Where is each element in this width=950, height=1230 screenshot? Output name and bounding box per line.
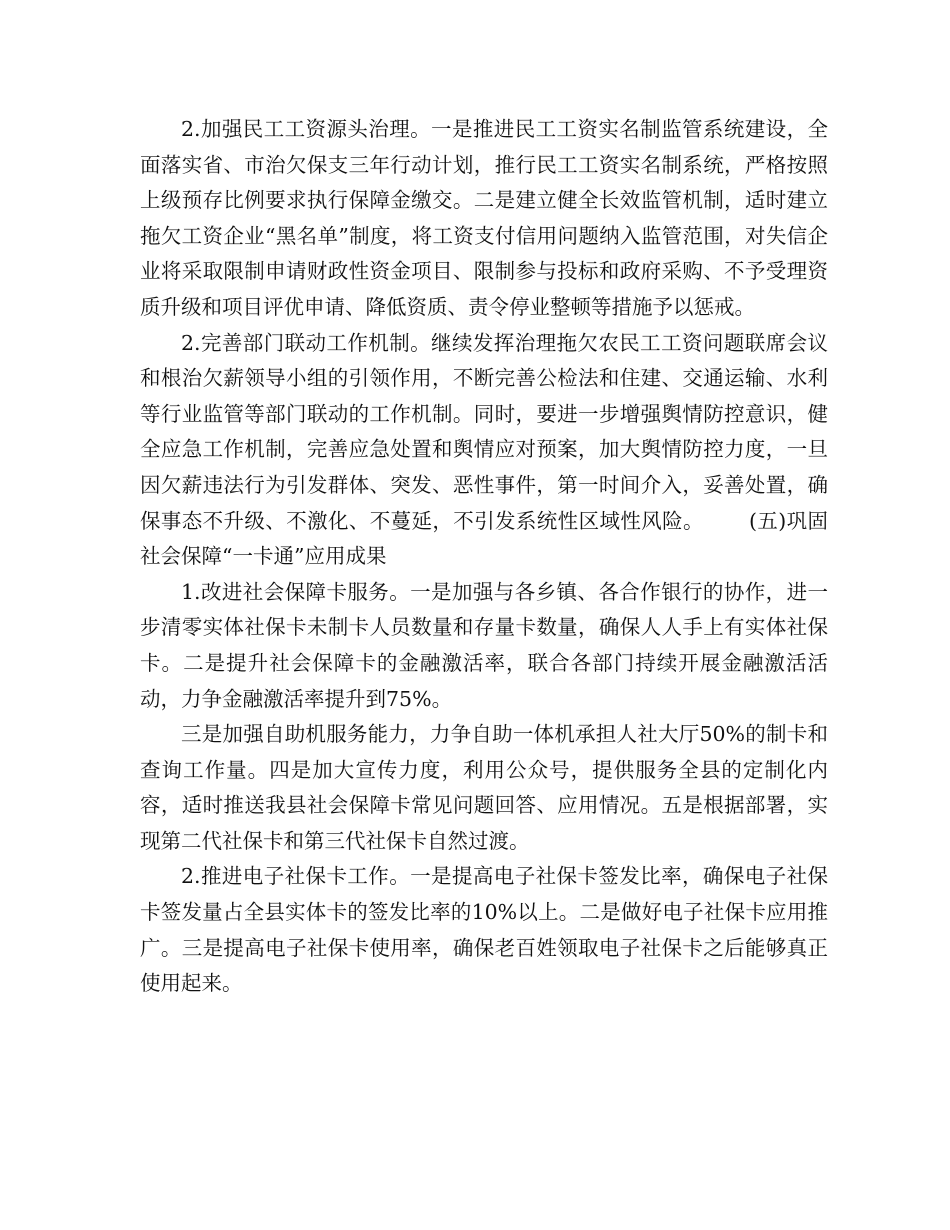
paragraph-wage-source-governance: 2.加强民工工资源头治理。一是推进民工工资实名制监管系统建设，全面落实省、市治欠保支三年行动计划，推行民工工资实名制系统，严格按照上级预存比例要求执行保障金缴交。二是建立健全长效监管机制，适时建立拖欠工资企业“黑名单”制度，将工资支付信用问题纳入监管范围，对失信企业将采取限制申请财政性资金项目、限制参与投标和政府采购、不予受理资质升级和项目评优申请、降低资质、责令停业整顿等措施予以惩戒。 — [140, 117, 828, 319]
section-heading-social-security-card: (五)巩固社会保障“一卡通”应用成果 — [140, 508, 829, 569]
paragraph-electronic-social-security-card: 2.推进电子社保卡工作。一是提高电子社保卡签发比率，确保电子社保卡签发量占全县实体卡的签发比率的10%以上。二是做好电子社保卡应用推广。三是提高电子社保卡使用率，确保老百姓领取电子社保卡之后能够真正使用起来。 — [140, 864, 828, 996]
document-page — [140, 112, 828, 1002]
paragraph-department-linkage-text: 2.完善部门联动工作机制。继续发挥治理拖欠农民工工资问题联席会议和根治欠薪领导小组的引领作用，不断完善公检法和住建、交通运输、水利等行业监管等部门联动的工作机制。同时，要进一步增强舆情防控意识，健全应急工作机制，完善应急处置和舆情应对预案，加大舆情防控力度，一旦因欠薪违法行为引发群体、突发、恶性事件，第一时间介入，妥善处置，确保事态不升级、不激化、不蔓延，不引发系统性区域性风险。 — [140, 330, 828, 533]
paragraph-department-linkage — [140, 326, 828, 575]
paragraph-social-security-card-service: 1.改进社会保障卡服务。一是加强与各乡镇、各合作银行的协作，进一步清零实体社保卡未制卡人员数量和存量卡数量，确保人人手上有实体社保卡。二是提升社会保障卡的金融激活率，联合各部门持续开展金融激活活动，力争金融激活率提升到75%。 — [140, 579, 828, 711]
paragraph-self-service-machines: 三是加强自助机服务能力，力争自助一体机承担人社大厅50%的制卡和查询工作量。四是加大宣传力度，利用公众号，提供服务全县的定制化内容，适时推送我县社会保障卡常见问题回答、应用情况。五是根据部署，实现第二代社保卡和第三代社保卡自然过渡。 — [140, 722, 828, 853]
